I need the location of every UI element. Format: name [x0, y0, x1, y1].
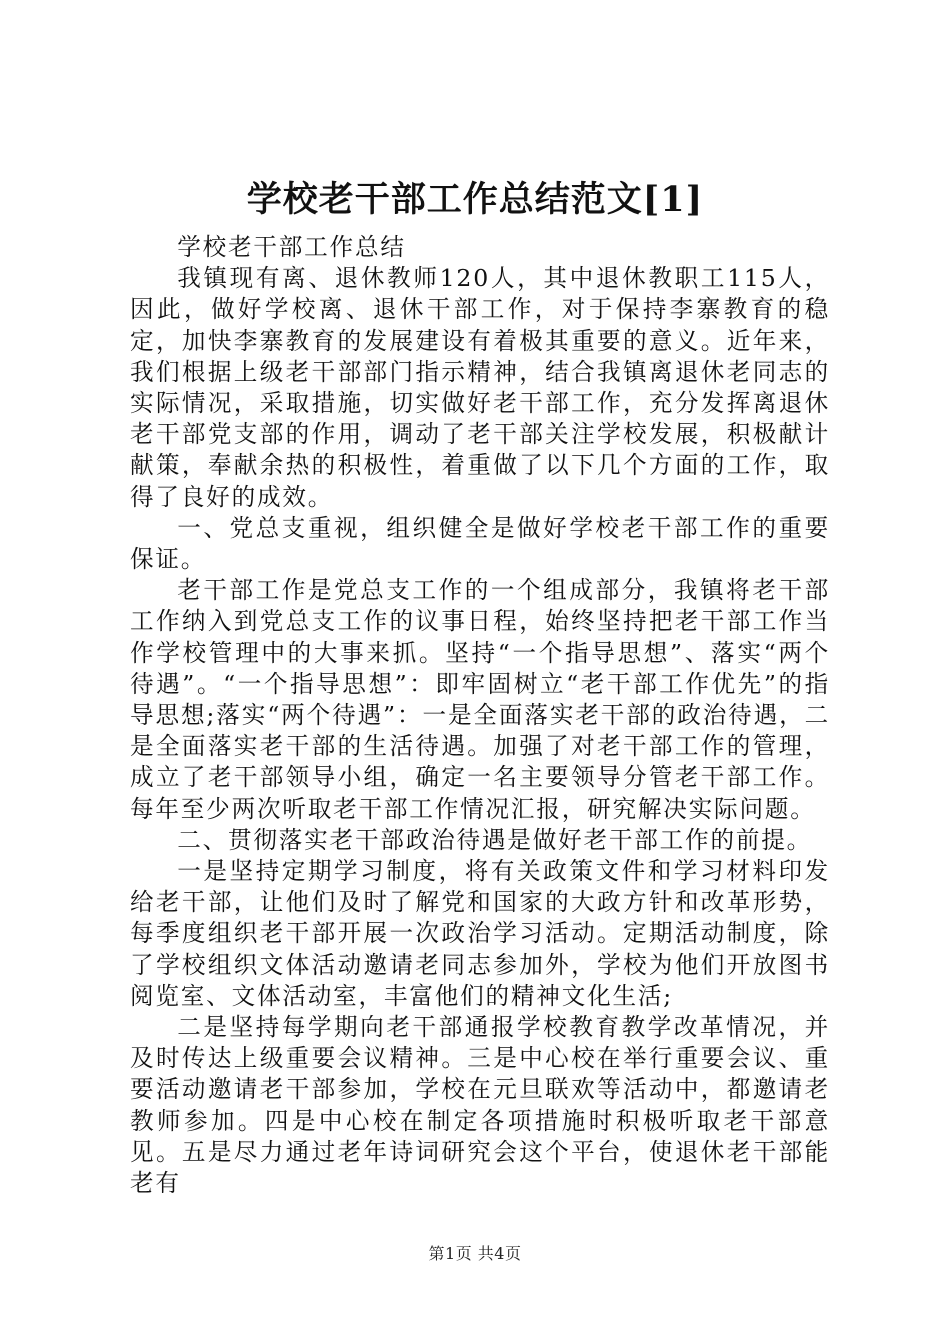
paragraph: 二是坚持每学期向老干部通报学校教育教学改革情况，并及时传达上级重要会议精神。三是中心校在举行重要会议、重要活动邀请老干部参加，学校在元旦联欢等活动中，都邀请老教师参加。四是中心校在制定各项措施时积极听取老干部意见。五是尽力通过老年诗词研究会这个平台，使退休老干部能老有 — [130, 1013, 830, 1198]
paragraph: 我镇现有离、退休教师120人，其中退休教职工115人，因此，做好学校离、退休干部工作，对于保持李寨教育的稳定，加快李寨教育的发展建设有着极其重要的意义。近年来，我们根据上级老干部部门指示精神，结合我镇离退休老同志的实际情况，采取措施，切实做好老干部工作，充分发挥离退休老干部党支部的作用，调动了老干部关注学校发展，积极献计献策，奉献余热的积极性，着重做了以下几个方面的工作，取得了良好的成效。 — [130, 264, 830, 511]
paragraph-subtitle: 学校老干部工作总结 — [177, 233, 406, 261]
section-heading: 一、党总支重视，组织健全是做好学校老干部工作的重要保证。 — [130, 513, 830, 574]
paragraph: 一是坚持定期学习制度，将有关政策文件和学习材料印发给老干部，让他们及时了解党和国家的大政方针和改革形势，每季度组织老干部开展一次政治学习活动。定期活动制度，除了学校组织文体活动邀请老同志参加外，学校为他们开放图书阅览室、文体活动室，丰富他们的精神文化生活; — [130, 857, 830, 1010]
paragraph: 老干部工作是党总支工作的一个组成部分，我镇将老干部工作纳入到党总支工作的议事日程，始终坚持把老干部工作当作学校管理中的大事来抓。坚持“一个指导思想”、落实“两个待遇”。“一个指导思想”：即牢固树立“老干部工作优先”的指导思想;落实“两个待遇”：一是全面落实老干部的政治待遇，二是全面落实老干部的生活待遇。加强了对老干部工作的管理，成立了老干部领导小组，确定一名主要领导分管老干部工作。每年至少两次听取老干部工作情况汇报，研究解决实际问题。 — [130, 576, 830, 823]
section-heading: 二、贯彻落实老干部政治待遇是做好老干部工作的前提。 — [177, 825, 813, 854]
page-footer: 第1页 共4页 — [428, 1244, 522, 1263]
document-body — [130, 232, 830, 1199]
document-title: 学校老干部工作总结范文[1] — [246, 179, 704, 220]
